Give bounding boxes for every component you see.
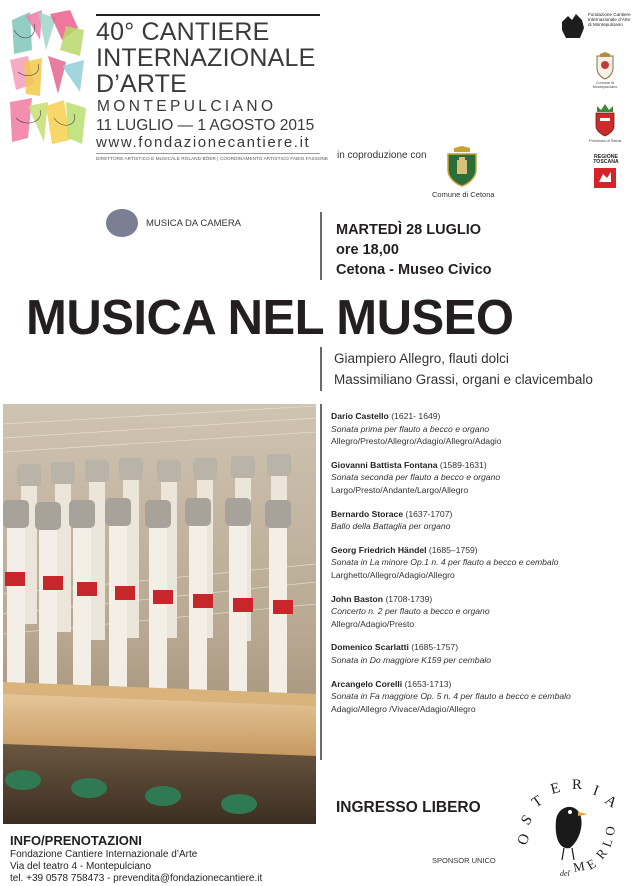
movements: Adagio/Allegro /Vivace/Adagio/Allegro (331, 703, 476, 714)
fondazione-logo-text: Fondazione Cantiere Internazionale d’Arte di Montepulciano (588, 12, 631, 28)
festival-title-line1: 40° CANTIERE (96, 18, 270, 46)
svg-text:R: R (592, 845, 610, 862)
category-blob-icon (105, 208, 139, 238)
program-item (331, 459, 621, 497)
svg-text:R: R (572, 777, 583, 793)
work-title: Concerto n. 2 per flauto a becco e organo (331, 606, 490, 617)
concert-title: MUSICA NEL MUSEO (26, 291, 514, 345)
composer-name: John Baston (331, 593, 384, 604)
event-date: MARTEDÌ 28 LUGLIO (336, 222, 482, 238)
fondazione-logo-icon (560, 12, 586, 40)
svg-text:T: T (529, 792, 546, 812)
performers-divider (320, 347, 322, 391)
composer-years: (1708-1739) (385, 593, 433, 604)
work-title: Sonata in La minore Op.1 n. 4 per flauto a becco e cembalo (331, 557, 559, 568)
festival-city: MONTEPULCIANO (97, 98, 277, 115)
movements: Largo/Presto/Andante/Largo/Allegro (331, 484, 469, 495)
program-item (331, 544, 621, 582)
movements: Allegro/Presto/Allegro/Adagio/Allegro/Adagio (331, 436, 502, 447)
festival-logo-artwork (8, 10, 88, 148)
composer-years: (1685–1759) (428, 544, 478, 555)
svg-text:M: M (571, 858, 586, 875)
header-top-rule (96, 14, 320, 16)
movements: Larghetto/Allegro/Adagio/Allegro (331, 569, 455, 580)
svg-text:L: L (598, 836, 616, 850)
composer-years: (1653-1713) (404, 678, 452, 689)
svg-text:A: A (601, 792, 620, 812)
program-item (331, 410, 621, 448)
festival-title-line3: D’ARTE (96, 70, 188, 98)
event-time: ore 18,00 (336, 242, 399, 258)
work-title: Sonata in Fa maggiore Op. 5 n. 4 per flauto a becco e cembalo (331, 691, 571, 702)
cetona-label: Comune di Cetona (432, 190, 495, 199)
movements: Allegro/Adagio/Presto (331, 618, 415, 629)
composer-name: Giovanni Battista Fontana (331, 459, 438, 470)
toscana-logo-icon (594, 168, 616, 188)
work-title: Ballo della Battaglia per organo (331, 521, 451, 532)
composer-years: (1589-1631) (439, 459, 487, 470)
svg-text:E: E (548, 780, 562, 798)
info-address: Via del teatro 4 - Montepulciano (10, 861, 152, 872)
svg-text:O: O (514, 831, 534, 848)
program-item (331, 678, 621, 716)
event-venue: Cetona - Museo Civico (336, 262, 492, 278)
svg-text:E: E (584, 855, 599, 873)
composer-years: (1621- 1649) (391, 411, 441, 421)
composer-name: Georg Friedrich Händel (331, 544, 427, 555)
program-item (331, 508, 621, 533)
program-item (331, 641, 621, 666)
header-bottom-rule (96, 153, 320, 154)
montepulciano-crest-icon (594, 52, 616, 80)
harpsichord-jacks-photo (3, 404, 316, 824)
festival-url[interactable]: www.fondazionecantiere.it (96, 134, 311, 151)
directors-credit: DIRETTORE ARTISTICO E MUSICALE ROLAND BÖER | COORDINAMENTO ARTISTICO FABIO FASSONE (96, 156, 329, 161)
cetona-crest-icon (444, 146, 480, 186)
work-title: Sonata seconda per flauto a becco e organo (331, 472, 501, 483)
siena-label: Provincia di Siena (588, 138, 622, 143)
program-item (331, 593, 621, 631)
festival-title-line2: INTERNAZIONALE (96, 44, 316, 72)
composer-name: Arcangelo Corelli (331, 678, 403, 689)
category-label: MUSICA DA CAMERA (146, 218, 242, 229)
info-contact[interactable]: tel. +39 0578 758473 - prevendita@fondazionecantiere.it (10, 873, 263, 884)
svg-text:del: del (560, 869, 570, 878)
composer-name: Domenico Scarlatti (331, 642, 409, 653)
program-list (331, 410, 621, 726)
program-divider (320, 404, 322, 760)
composer-name: Dario Castello (331, 411, 389, 421)
svg-text:I: I (590, 782, 601, 800)
siena-crest-icon (593, 104, 617, 136)
work-title: Sonata in Do maggiore K159 per cembalo (331, 654, 492, 665)
info-heading: INFO/PRENOTAZIONI (10, 833, 142, 848)
festival-dates: 11 LUGLIO — 1 AGOSTO 2015 (96, 117, 315, 134)
svg-text:S: S (518, 812, 537, 829)
composer-years: (1637-1707) (405, 508, 453, 519)
date-divider (320, 212, 322, 280)
admission-label: INGRESSO LIBERO (336, 799, 481, 816)
work-title: Sonata prima per flauto a becco e organo (331, 423, 490, 434)
sponsor-label: SPONSOR UNICO (432, 856, 496, 865)
performer-1: Giampiero Allegro, flauti dolci (334, 351, 509, 366)
info-organization: Fondazione Cantiere Internazionale d’Arte (10, 849, 198, 860)
performer-2: Massimiliano Grassi, organi e clavicembalo (334, 372, 593, 387)
composer-years: (1685-1757) (411, 642, 459, 653)
svg-text:O: O (602, 825, 618, 837)
montepulciano-label: Comune di Montepulciano (592, 81, 618, 90)
coproduction-label: in coproduzione con (337, 150, 427, 161)
toscana-label: REGIONE TOSCANA (593, 154, 619, 166)
composer-name: Bernardo Storace (331, 508, 404, 519)
osteria-del-merlo-logo (514, 776, 628, 882)
